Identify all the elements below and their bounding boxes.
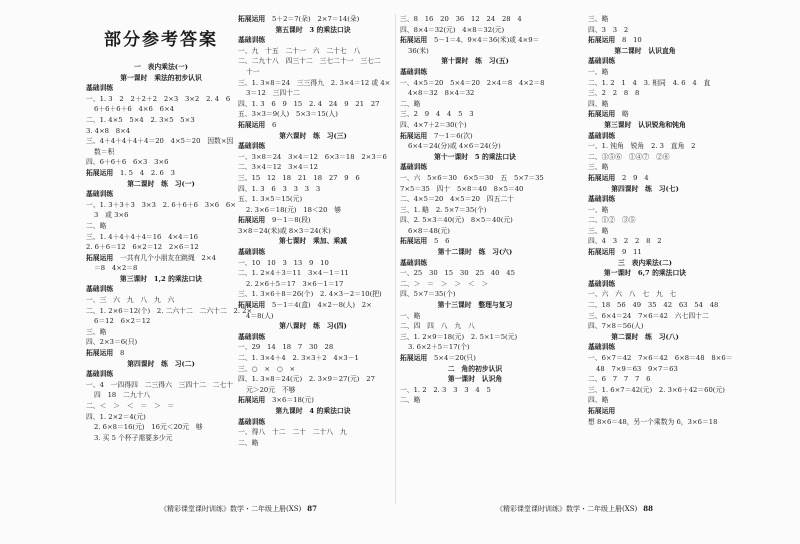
answer-line: 拓展运用 略 (588, 110, 629, 119)
answer-line: 一、6×7＝42 7×6＝42 6×8＝48 8×6＝ (588, 354, 733, 362)
subsection-label: 基础训练 (238, 332, 266, 341)
section-heading: 第一课时 乘法的初步认识 (120, 73, 202, 82)
label-extend-apply: 拓展运用 (588, 406, 616, 415)
label-extend-apply: 拓展运用 (86, 253, 114, 262)
section-heading: 第九课时 4 的乘法口诀 (275, 406, 351, 415)
subsection-label: 基础训练 (588, 131, 616, 140)
answer-line: 三、15 12 18 21 18 27 9 6 (238, 173, 360, 182)
answer-line: 二、1. 4×5 5×4 2. 3×5 5×3 (86, 115, 195, 124)
left-page (86, 14, 391, 514)
answer-line: 四、1. 2×2＝4(元) (86, 412, 146, 421)
answer-line: 三、1. 4＋4＋4＋4＝16 4×4＝16 (86, 232, 198, 241)
answer-line: 数＝积 (94, 147, 115, 156)
answer-line: 一、略 (588, 205, 609, 214)
page-number: 88 (643, 504, 653, 513)
answer-line: 二、3×4＝12 3×4＝12 (238, 163, 318, 172)
answer-line (588, 406, 702, 417)
answer-line: 二、①② ③⑤ (588, 216, 636, 225)
answer-line: 二、18 56 49 35 42 63 54 48 (588, 301, 719, 310)
answer-line: 元＞20元 不够 (246, 385, 296, 394)
section-heading: 第一课时 认识角 (447, 375, 503, 384)
answer-line: 一、3×8＝24 3×4＝12 6×3＝18 2×3＝6 (238, 152, 387, 161)
answer-line: 三、○ × ○ × (238, 364, 296, 373)
answer-line: 二、1. 2×6＝12(个) 2. 二六十二 二六十二 2. 2× (86, 306, 253, 315)
section-heading: 第十课时 练 习(五) (441, 57, 509, 66)
subsection-label: 基础训练 (400, 163, 428, 172)
answer-line: 四、4×7＋2＝30(个) (400, 120, 467, 129)
answer-line: 二、略 (86, 221, 107, 230)
answer-line: 二、略 (400, 396, 421, 405)
section-heading: 第三课时 认识锐角和钝角 (604, 120, 686, 129)
answer-line: 四、2×3＝6(只) (86, 338, 138, 347)
label-extend-apply: 拓展运用 (238, 216, 266, 225)
subsection-label: 基础训练 (238, 417, 266, 426)
answer-line: 四、5×7＝35(个) (400, 290, 456, 299)
answer-line: 一、10 10 3 13 9 10 (238, 258, 329, 267)
section-heading: 第三课时 1,2 的乘法口诀 (119, 274, 203, 283)
answer-line: 二、＞ ＝ ＞ ＞ ＜ ＞ (400, 279, 489, 288)
section-heading: 第二课时 认识直角 (614, 46, 676, 55)
answer-line: 一、1. 3＋3＋3 3×3 2. 6＋6＋6 3×6 6× (86, 200, 236, 209)
answer-line: ＝8 4×2＝8 (94, 264, 138, 273)
answer-line: 二、1. 2 1 4 3. 相同 4. 6 4 直 (588, 78, 711, 87)
label-extend-apply: 拓展运用 (588, 110, 616, 119)
label-extend-apply: 拓展运用 (238, 301, 266, 310)
answer-line: 三、1. 3×8＝24 三三得九 2. 3×4＝12 或 4× (238, 78, 391, 87)
footer-text: 《精彩课堂课时训练》数学・二年级上册(XS) (496, 505, 638, 513)
answer-line: 二、③⑤⑥ ①④⑦ ②⑧ (588, 152, 670, 161)
answer-line: 拓展运用 9 11 (588, 248, 642, 257)
answer-line: 四、8×4＝32(元) 4×8＝32(元) (400, 25, 505, 34)
answer-line: 48 7×9＝63 9×7＝63 (596, 364, 678, 373)
page-number: 87 (307, 504, 317, 513)
section-heading: 第十一课时 5 的乘法口诀 (434, 152, 516, 161)
section-heading: 第十二课时 练 习(六) (437, 248, 513, 257)
answer-line: 二、1. 3×4＋4 2. 3×3＋2 4×3－1 (238, 354, 359, 362)
answer-line: 拓展运用 9－1＝8(段) (238, 216, 311, 225)
answer-line: 三、略 (588, 226, 609, 235)
subsection-label: 基础训练 (238, 36, 266, 45)
answer-line: 一、4×5＝20 5×4＝20 2×4＝8 4×2＝8 (400, 78, 545, 87)
answer-line: 拓展运用 5＋2＝7(朵) 2×7＝14(朵) (238, 15, 360, 23)
answer-line: 四、略 (588, 99, 609, 108)
answer-line: 一、29 14 18 7 30 28 (238, 343, 334, 352)
label-extend-apply: 拓展运用 (86, 349, 114, 358)
answer-line: 6×4＝24(分)或 4×6＝24(分) (408, 142, 501, 151)
answer-line: 拓展运用 一共有几个小朋友在跳绳 2×4 (86, 253, 216, 262)
answer-line: 2. 2×6＋5＝17 3×6－1＝17 (246, 279, 344, 288)
answer-line: 一、1. 钝角 锐角 2. 3 直角 2 (588, 142, 696, 151)
answer-line: 三、1. 2×9＝18(元) 2. 5×1＝5(元) (400, 332, 518, 341)
label-extend-apply: 拓展运用 (588, 36, 616, 45)
answer-line: 一、得八 十二 二十 二十八 九 (238, 428, 347, 437)
answer-line: 3×8＝24(米)或 8×3＝24(米) (238, 226, 331, 235)
subsection-label: 基础训练 (588, 279, 616, 288)
right-column-2 (588, 14, 733, 427)
subsection-label: 基础训练 (86, 190, 114, 199)
answer-line: 一、25 30 15 30 25 40 45 (400, 269, 515, 278)
answer-line: 四、略 (588, 396, 609, 405)
label-extend-apply: 拓展运用 (238, 120, 266, 129)
section-heading: 第五课时 3 的乘法口诀 (275, 25, 351, 34)
answer-line: 拓展运用 5×4＝20(只) (400, 354, 476, 362)
section-heading: 第十三课时 整理与复习 (437, 301, 513, 310)
answer-line: 三、略 (588, 15, 609, 23)
answer-line: 三、1. 3×6＋8＝26(个) 2. 4×3－2＝10(把) (238, 290, 382, 299)
answer-line: 三、8 16 20 36 12 24 28 4 (400, 15, 522, 23)
answer-line: 一、六 5×6＝30 6×5＝30 五 5×7＝35 (400, 173, 544, 182)
answer-line: 一、1. 3 2 2＋2＋2 2×3 3×2 2. 4 6 (86, 94, 231, 103)
answer-line: 一、略 (400, 311, 421, 320)
section-heading: 第六课时 练 习(三) (279, 131, 347, 140)
subsection-label: 基础训练 (86, 285, 114, 294)
label-extend-apply: 拓展运用 (588, 248, 616, 257)
answer-line: 一、1. 2 2. 3 3 3 4 5 (400, 385, 491, 394)
subsection-label: 基础训练 (588, 343, 616, 352)
answer-line: 拓展运用 5 6 (400, 237, 450, 246)
label-extend-apply: 拓展运用 (400, 354, 428, 362)
footer-text: 《精彩课堂课时训练》数学・二年级上册(XS) (160, 505, 302, 513)
label-extend-apply: 拓展运用 (588, 173, 616, 182)
section-heading: 第二课时 练 习(一) (127, 179, 195, 188)
answer-line: 6×8＝48(元) (408, 226, 450, 235)
subsection-label: 基础训练 (86, 84, 114, 93)
answer-line: 2. 6×8＝16(元) 16元＜20元 够 (94, 423, 203, 432)
answer-line: 7×5＝35 四十 5×8＝40 8×5＝40 (400, 184, 524, 193)
answer-line: 3＝12 三四十二 (246, 89, 300, 98)
section-heading: 第八课时 练 习(四) (279, 322, 347, 331)
label-extend-apply: 拓展运用 (400, 131, 428, 140)
subsection-label: 基础训练 (588, 195, 616, 204)
subsection-label: 基础训练 (400, 258, 428, 267)
section-heading: 一 表内乘法(一) (133, 63, 188, 71)
answer-line: 4×8＝32 8×4＝32 (408, 89, 475, 98)
label-extend-apply: 拓展运用 (400, 36, 428, 45)
answer-line: 十一 (246, 67, 260, 76)
answer-line: 二、略 (238, 438, 259, 447)
subsection-label: 基础训练 (588, 57, 616, 66)
page-gutter (395, 14, 396, 504)
answer-line: 三、1. 6×7＝42(元) 2. 3×6＋42＝60(元) (588, 385, 725, 394)
answer-line: 五、1. 3×5＝15(元) (238, 195, 303, 204)
subsection-label: 基础训练 (238, 248, 266, 257)
answer-line: 6＝12 6×2＝12 (94, 317, 151, 326)
answer-line: 想 8×6＝48，另一个乘数为 6，3×6＝18 (588, 417, 718, 426)
answer-line: 一、4 一四得四 二三得六 三四十二 二七十 (86, 380, 234, 389)
answer-line: 四、2. 5×3＝40(元) 8×5＝40(元) (400, 216, 513, 225)
label-extend-apply: 拓展运用 (238, 15, 266, 23)
answer-line: 拓展运用 5－1＝4、9×4＝36(米)或 4×9＝ (400, 36, 540, 45)
answer-line: 拓展运用 3×6＝18(元) (238, 396, 314, 405)
section-heading: 第七课时 乘加、乘减 (279, 237, 347, 246)
answer-line: 拓展运用 1. 5 4 2. 6 3 (86, 168, 175, 177)
answer-line: 四、1. 3 6 9 15 2. 4 24 9 21 27 (238, 99, 380, 108)
answer-line: 四、4 3 2 2 8 2 (588, 237, 662, 246)
answer-line: 3 或 3×6 (94, 211, 129, 220)
answer-line: 二、6 7 7 7 6 (588, 375, 651, 384)
answer-line: 三、6×4＝24 7×6＝42 六七四十二 (588, 311, 709, 320)
answer-line: 一、略 (588, 67, 609, 76)
answer-line: 三、1. 略 2. 5×7＝35(个) (400, 205, 487, 214)
answer-line: 3. 买 5 个杯子需要多少元 (94, 433, 173, 442)
answer-line: 拓展运用 5－1＝4(盒) 4×2－8(人) 2× (238, 301, 372, 310)
answer-line: 4＝8(人) (246, 311, 274, 320)
answer-line: 拓展运用 7－1＝6(次) (400, 131, 473, 140)
answer-line: 一、六 六 八 七 九 七 (588, 290, 677, 299)
answer-line: 二、1. 2×4＋3＝11 3×4－1＝11 (238, 269, 349, 278)
answer-line: 三、略 (588, 163, 609, 172)
answer-line: 三、2 2 8 8 (588, 89, 640, 98)
answer-line: 二、4×5＝20 4×5＝20 四五二十 (400, 195, 514, 204)
answer-line: 二、略 (400, 99, 421, 108)
answer-line: 五、3×3＝9(人) 5×3＝15(人) (238, 110, 338, 119)
answer-line: 36(米) (408, 46, 429, 55)
section-heading: 三 表内乘法(二) (617, 258, 672, 267)
section-heading: 二 角的初步认识 (447, 364, 503, 373)
subsection-label: 基础训练 (400, 67, 428, 76)
subsection-label: 基础训练 (238, 142, 266, 151)
answer-line: 三、略 (86, 327, 107, 336)
right-column-1 (400, 14, 550, 406)
section-heading: 第四课时 练 习(二) (127, 359, 195, 368)
left-footer (160, 504, 317, 514)
answer-line: 二、二九十八 四三十二 三七二十一 三七二 (238, 57, 381, 66)
answer-line: 拓展运用 8 (86, 349, 125, 358)
section-heading: 第一课时 6,7 的乘法口诀 (603, 269, 687, 278)
answer-line: 3. 4×8 8×4 (86, 126, 131, 135)
answer-line: 四、6＋6＋6 6×3 3×6 (86, 158, 169, 167)
answer-line: 一、三 六 九 八 九 六 (86, 296, 175, 305)
subsection-label: 基础训练 (86, 370, 114, 379)
answer-line: 拓展运用 8 10 (588, 36, 642, 45)
label-extend-apply: 拓展运用 (86, 168, 114, 177)
answer-line: 四、7×8＝56(人) (588, 322, 644, 331)
section-heading: 第二课时 练 习(八) (611, 332, 679, 341)
label-extend-apply: 拓展运用 (238, 396, 266, 405)
answer-line: 6＋6＋6＋6 4×6 6×4 (94, 105, 174, 114)
answer-line: 二、＜ ＞ ＜ ＝ ＞ ＝ (86, 402, 175, 410)
answer-line: 2. 3×6＝18(元) 18＜20 够 (246, 205, 342, 214)
label-extend-apply: 拓展运用 (400, 237, 428, 246)
answer-line: 四、1. 3×8＝24(元) 2. 3×9＝27(元) 27 (238, 375, 375, 384)
answer-line: 四 18 二九十八 (94, 391, 151, 400)
answer-line: 四、1. 3 6 3 3 3 3 (238, 184, 321, 193)
answer-line: 二、四 四 八 九 八 (400, 322, 475, 331)
answer-line: 2. 6＋6＝12 6×2＝12 2×6＝12 (86, 243, 199, 252)
page-title: 部分参考答案 (104, 30, 218, 50)
right-page (400, 14, 733, 514)
answer-line: 三、4＋4＋4＋4＋4＝20 4×5＝20 因数×因 (86, 137, 234, 146)
section-heading: 第四课时 练 习(七) (611, 184, 679, 193)
answer-line: 3. 6×2＋5＝17(个) (408, 343, 470, 352)
right-footer (496, 504, 653, 514)
answer-line: 三、2 9 4 4 5 3 (400, 110, 474, 119)
answer-line: 拓展运用 6 (238, 120, 277, 129)
answer-line: 一、九 十五 二十一 六 二十七 八 (238, 46, 361, 55)
left-column-2 (238, 14, 391, 448)
answer-line: 四、3 3 2 (588, 25, 629, 34)
answer-line: 拓展运用 2 9 4 (588, 173, 649, 182)
